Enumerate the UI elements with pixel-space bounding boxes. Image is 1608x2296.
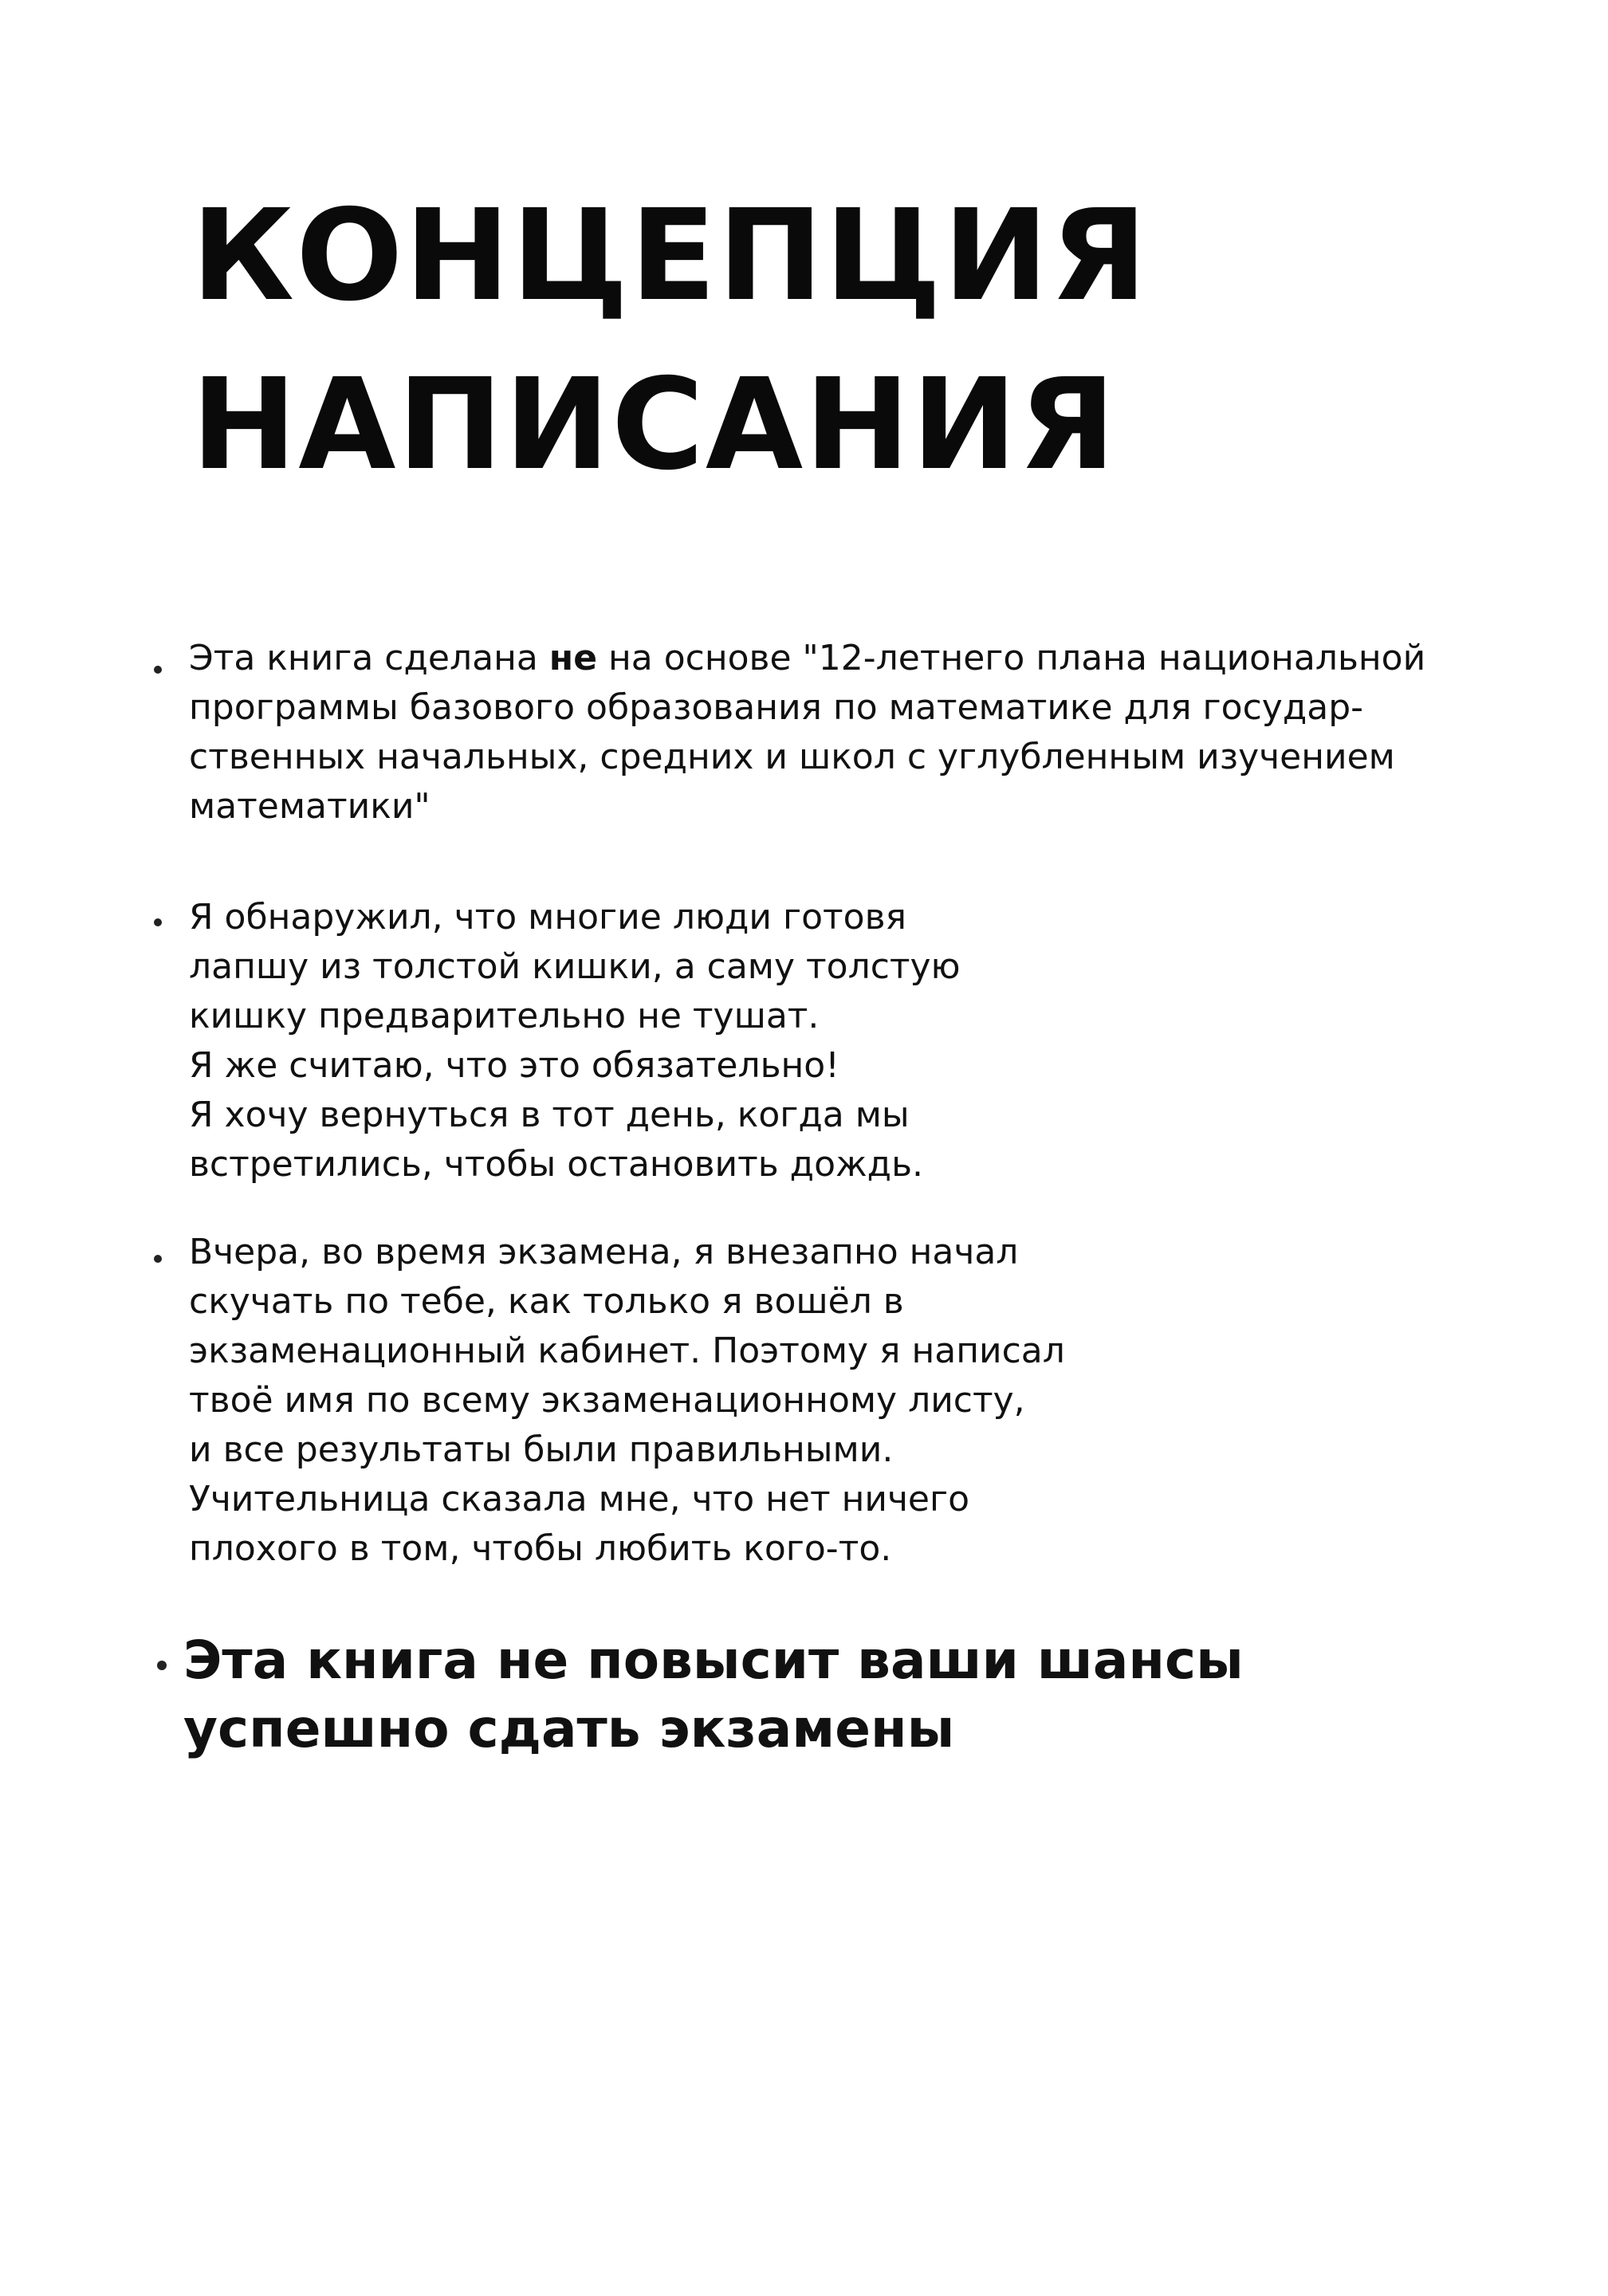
text-line: экзаменационный кабинет. Поэтому я написал [189, 1331, 1065, 1371]
text-line [189, 634, 1425, 683]
text-line: Учительница сказала мне, что нет ничего [189, 1479, 970, 1520]
page-title-line: КОНЦЕПЦИЯ [191, 183, 1149, 329]
text-line: лапшу из толстой кишки, а саму толстую [189, 946, 961, 987]
bullet-dot-icon [154, 918, 162, 926]
text-line: Я же считаю, что это обязательно! [189, 1045, 839, 1086]
list-item-text [189, 634, 1425, 832]
bullet-dot-icon [157, 1661, 167, 1670]
text-line: скучать по тебе, как только я вошёл в [189, 1281, 904, 1322]
text-line: математики" [189, 786, 431, 827]
bullet-dot-icon [154, 1255, 162, 1263]
page-title-line: НАПИСАНИЯ [191, 352, 1118, 498]
page-title [191, 171, 1149, 509]
text-line: и все результаты были правильными. [189, 1429, 894, 1470]
text-line: успешно сдать экзамены [183, 1698, 955, 1759]
text-fragment: на основе "12-летнего плана национальной [597, 638, 1426, 678]
text-line: Я обнаружил, что многие люди готовя [189, 897, 906, 938]
list-item-text [189, 1228, 1065, 1574]
list-item-text [183, 1626, 1244, 1763]
text-line: встретились, чтобы остановить дождь. [189, 1144, 923, 1185]
text-line: программы базового образования по математике для государ- [189, 687, 1364, 728]
bullet-dot-icon [154, 666, 162, 674]
text-line: твоё имя по всему экзаменационному листу, [189, 1380, 1025, 1421]
text-line: Эта книга не повысит ваши шансы [183, 1630, 1244, 1691]
text-line: Я хочу вернуться в тот день, когда мы [189, 1095, 910, 1135]
text-line: Вчера, во время экзамена, я внезапно начал [189, 1232, 1019, 1272]
list-item-text [189, 893, 961, 1189]
text-line: ственных начальных, средних и школ с углубленным изучением [189, 737, 1395, 777]
text-line: кишку предварительно не тушат. [189, 996, 820, 1036]
text-line: плохого в том, чтобы любить кого-то. [189, 1528, 892, 1569]
text-fragment: Эта книга сделана [189, 638, 549, 678]
emphasis-text: не [548, 638, 598, 678]
